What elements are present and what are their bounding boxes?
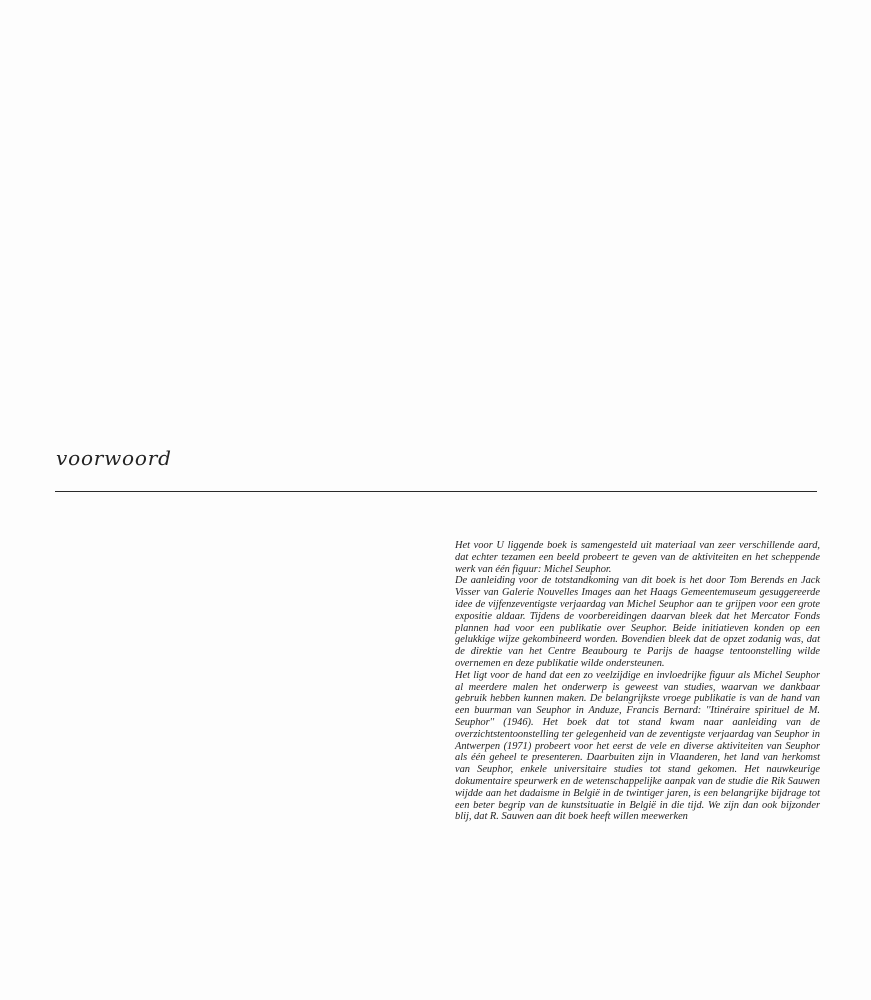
paragraph-intro: Het voor U liggende boek is samengesteld uit materiaal van zeer verschillende aard, dat echter tezamen een beeld probeert te geven van de aktiviteiten en het scheppende werk van één figuur: Michel Seuphor.: [455, 540, 820, 575]
title-divider: [55, 491, 817, 492]
paragraph-occasion: De aanleiding voor de totstandkoming van dit boek is het door Tom Berends en Jack Visser van Galerie Nouvelles Images aan het Haags Gemeentemuseum gesuggereerde idee de vijfenzeventigste verjaardag van Michel Seuphor aan te grijpen voor een grote expositie aldaar. Tijdens de voorbereidingen daarvan bleek dat het Mercator Fonds plannen had voor een publikatie over Seuphor. Beide initiatieven konden op een gelukkige wijze gekombineerd worden. Bovendien bleek dat de opzet zodanig was, dat de direktie van het Centre Beaubourg te Parijs de haagse tentoonstelling wilde overnemen en deze publikatie wilde ondersteunen.: [455, 575, 820, 669]
page-title: voorwoord: [56, 446, 172, 470]
paragraph-studies: Het ligt voor de hand dat een zo veelzijdige en invloedrijke figuur als Michel Seuphor al meerdere malen het onderwerp is geweest van studies, waarvan we dankbaar gebruik hebben kunnen maken. De belangrijkste vroege publikatie is van de hand van een buurman van Seuphor in Anduze, Francis Bernard: ''Itinéraire spirituel de M. Seuphor'' (1946). Het boek dat tot stand kwam naar aanleiding van de overzichtstentoonstelling ter gelegenheid van de zeventigste verjaardag van Seuphor in Antwerpen (1971) probeert voor het eerst de vele en diverse aktiviteiten van Seuphor als één geheel te presenteren. Daarbuiten zijn in Vlaanderen, het land van herkomst van Seuphor, enkele universitaire studies tot stand gekomen. Het nauwkeurige dokumentaire speurwerk en de wetenschappelijke aanpak van de studie die Rik Sauwen wijdde aan het dadaisme in België in de twintiger jaren, is een belangrijke bijdrage tot een beter begrip van de kunstsituatie in België in die tijd. We zijn dan ook bijzonder blij, dat R. Sauwen aan dit boek heeft willen meewerken: [455, 669, 820, 823]
body-text-column: [455, 540, 820, 823]
